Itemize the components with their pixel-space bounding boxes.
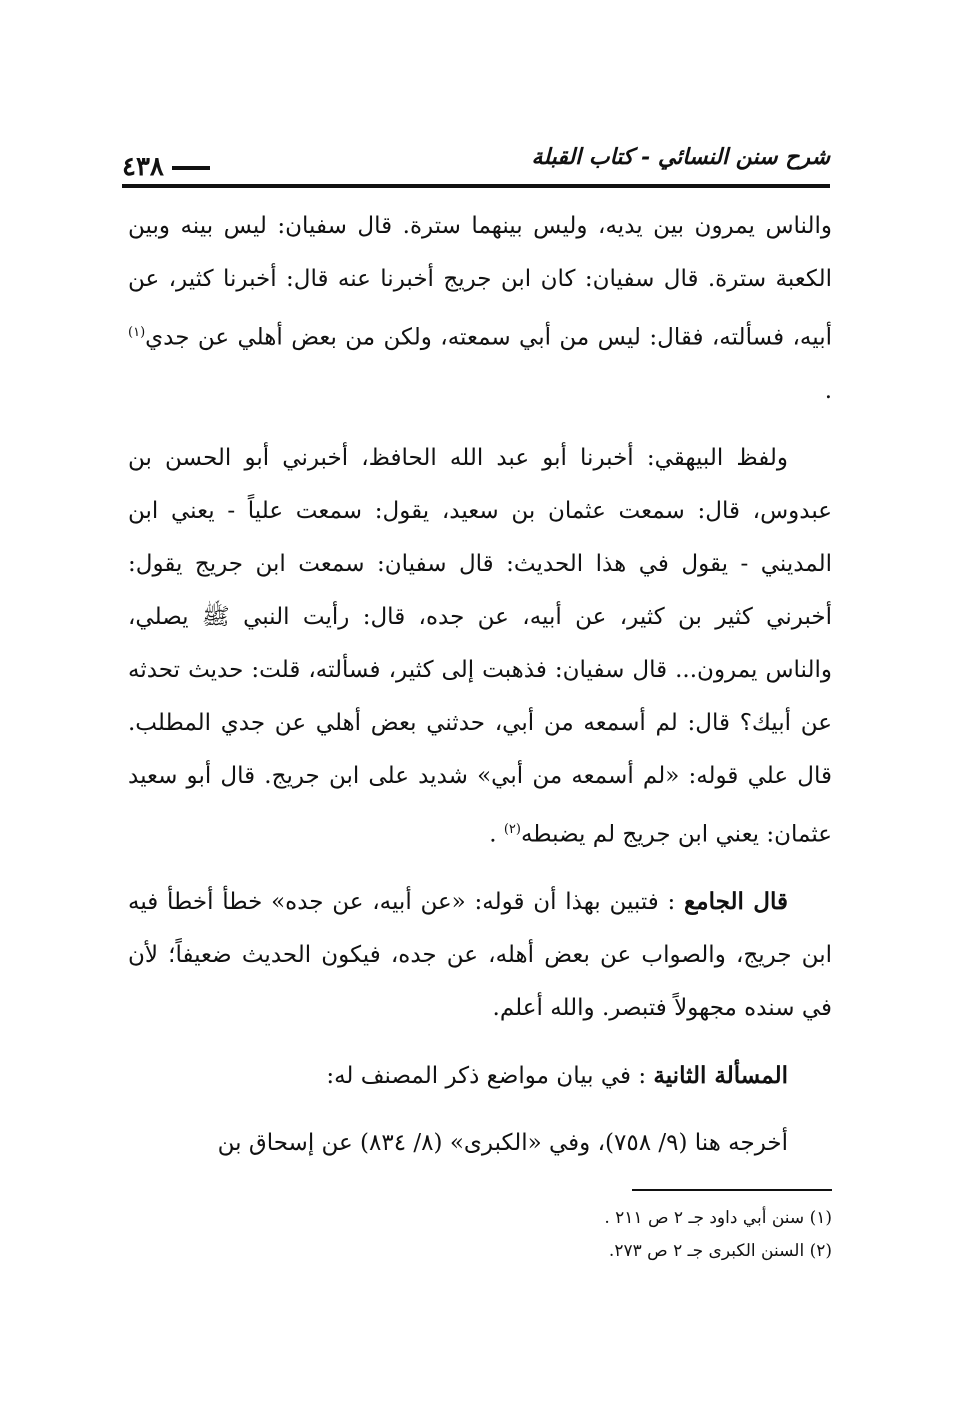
page-number <box>122 152 210 182</box>
page-header <box>122 140 830 184</box>
footnote-2: (٢) السنن الكبرى جـ ٢ ص ٢٧٣. <box>608 1241 832 1261</box>
header-rule <box>122 184 830 188</box>
paragraph-2-text: ولفظ البيهقي: أخبرنا أبو عبد الله الحافظ، أخبرني أبو الحسن بن عبدوس، قال: سمعت عثمان بن سعيد، يقول: سمعت علياً - يعني ابن المديني - يقول في هذا الحديث: قال سفيان: سمعت ابن جريج يقول: أخبرني كثير بن كثير، عن أبيه، عن جده، قال: رأيت النبي ﷺ يصلي، والناس يمرون... قال سفيان: فذهبت إلى كثير، فسألته، قلت: حديث تحدثه عن أبيك؟ قال: لم أسمعه من أبي، حدثني بعض أهلي عن جدي المطلب. قال علي قوله: «لم أسمعه من أبي» شديد على ابن جريج. قال أبو سعيد عثمان: يعني ابن جريج لم يضبطه <box>128 444 832 848</box>
paragraph-4-text: : في بيان مواضع ذكر المصنف له: <box>326 1063 647 1090</box>
paragraph-3-text: : فتبين بهذا أن قوله: «عن أبيه، عن جده» خطأ أخطأ فيه ابن جريج، والصواب عن بعض أهله، عن جده، فيكون الحديث ضعيفاً؛ لأن في سنده مجهولاً فتبصر. والله أعلم. <box>128 889 832 1022</box>
paragraph-3 <box>128 875 832 1035</box>
paragraph-5 <box>128 1117 832 1170</box>
paragraph-3-lead: قال الجامع <box>684 888 789 916</box>
footnote-ref-2: (٢) <box>503 821 521 837</box>
paragraph-1-text: والناس يمرون بين يديه، وليس بينهما سترة. قال سفيان: ليس بينه وبين الكعبة سترة. قال سفيان: كان ابن جريج أخبرنا عنه قال: أخبرنا كثير، عن أبيه، فسألته، فقال: ليس من أبي سمعته، ولكن من بعض أهلي عن جدي <box>128 213 832 351</box>
paragraph-2-tail: . <box>489 821 504 848</box>
footnote-1: (١) سنن أبي داود جـ ٢ ص ٢١١ . <box>604 1208 832 1228</box>
paragraph-2 <box>128 432 832 862</box>
main-text <box>128 200 832 1170</box>
paragraph-4 <box>128 1049 832 1103</box>
paragraph-1-tail: . <box>824 377 832 404</box>
running-title: شرح سنن النسائي - كتاب القبلة <box>531 144 830 170</box>
page-number-text: ٤٣٨ <box>122 152 164 182</box>
paragraph-4-lead: المسألة الثانية <box>653 1062 788 1090</box>
footnote-separator <box>632 1189 832 1191</box>
footnote-ref-1: (١) <box>128 325 146 340</box>
paragraph-5-text: أخرجه هنا (٩/ ٧٥٨)، وفي «الكبرى» (٨/ ٨٣٤) عن إسحاق بن <box>217 1130 788 1157</box>
footnotes <box>420 1202 832 1268</box>
page-number-dash <box>172 166 210 170</box>
paragraph-1 <box>128 200 832 418</box>
